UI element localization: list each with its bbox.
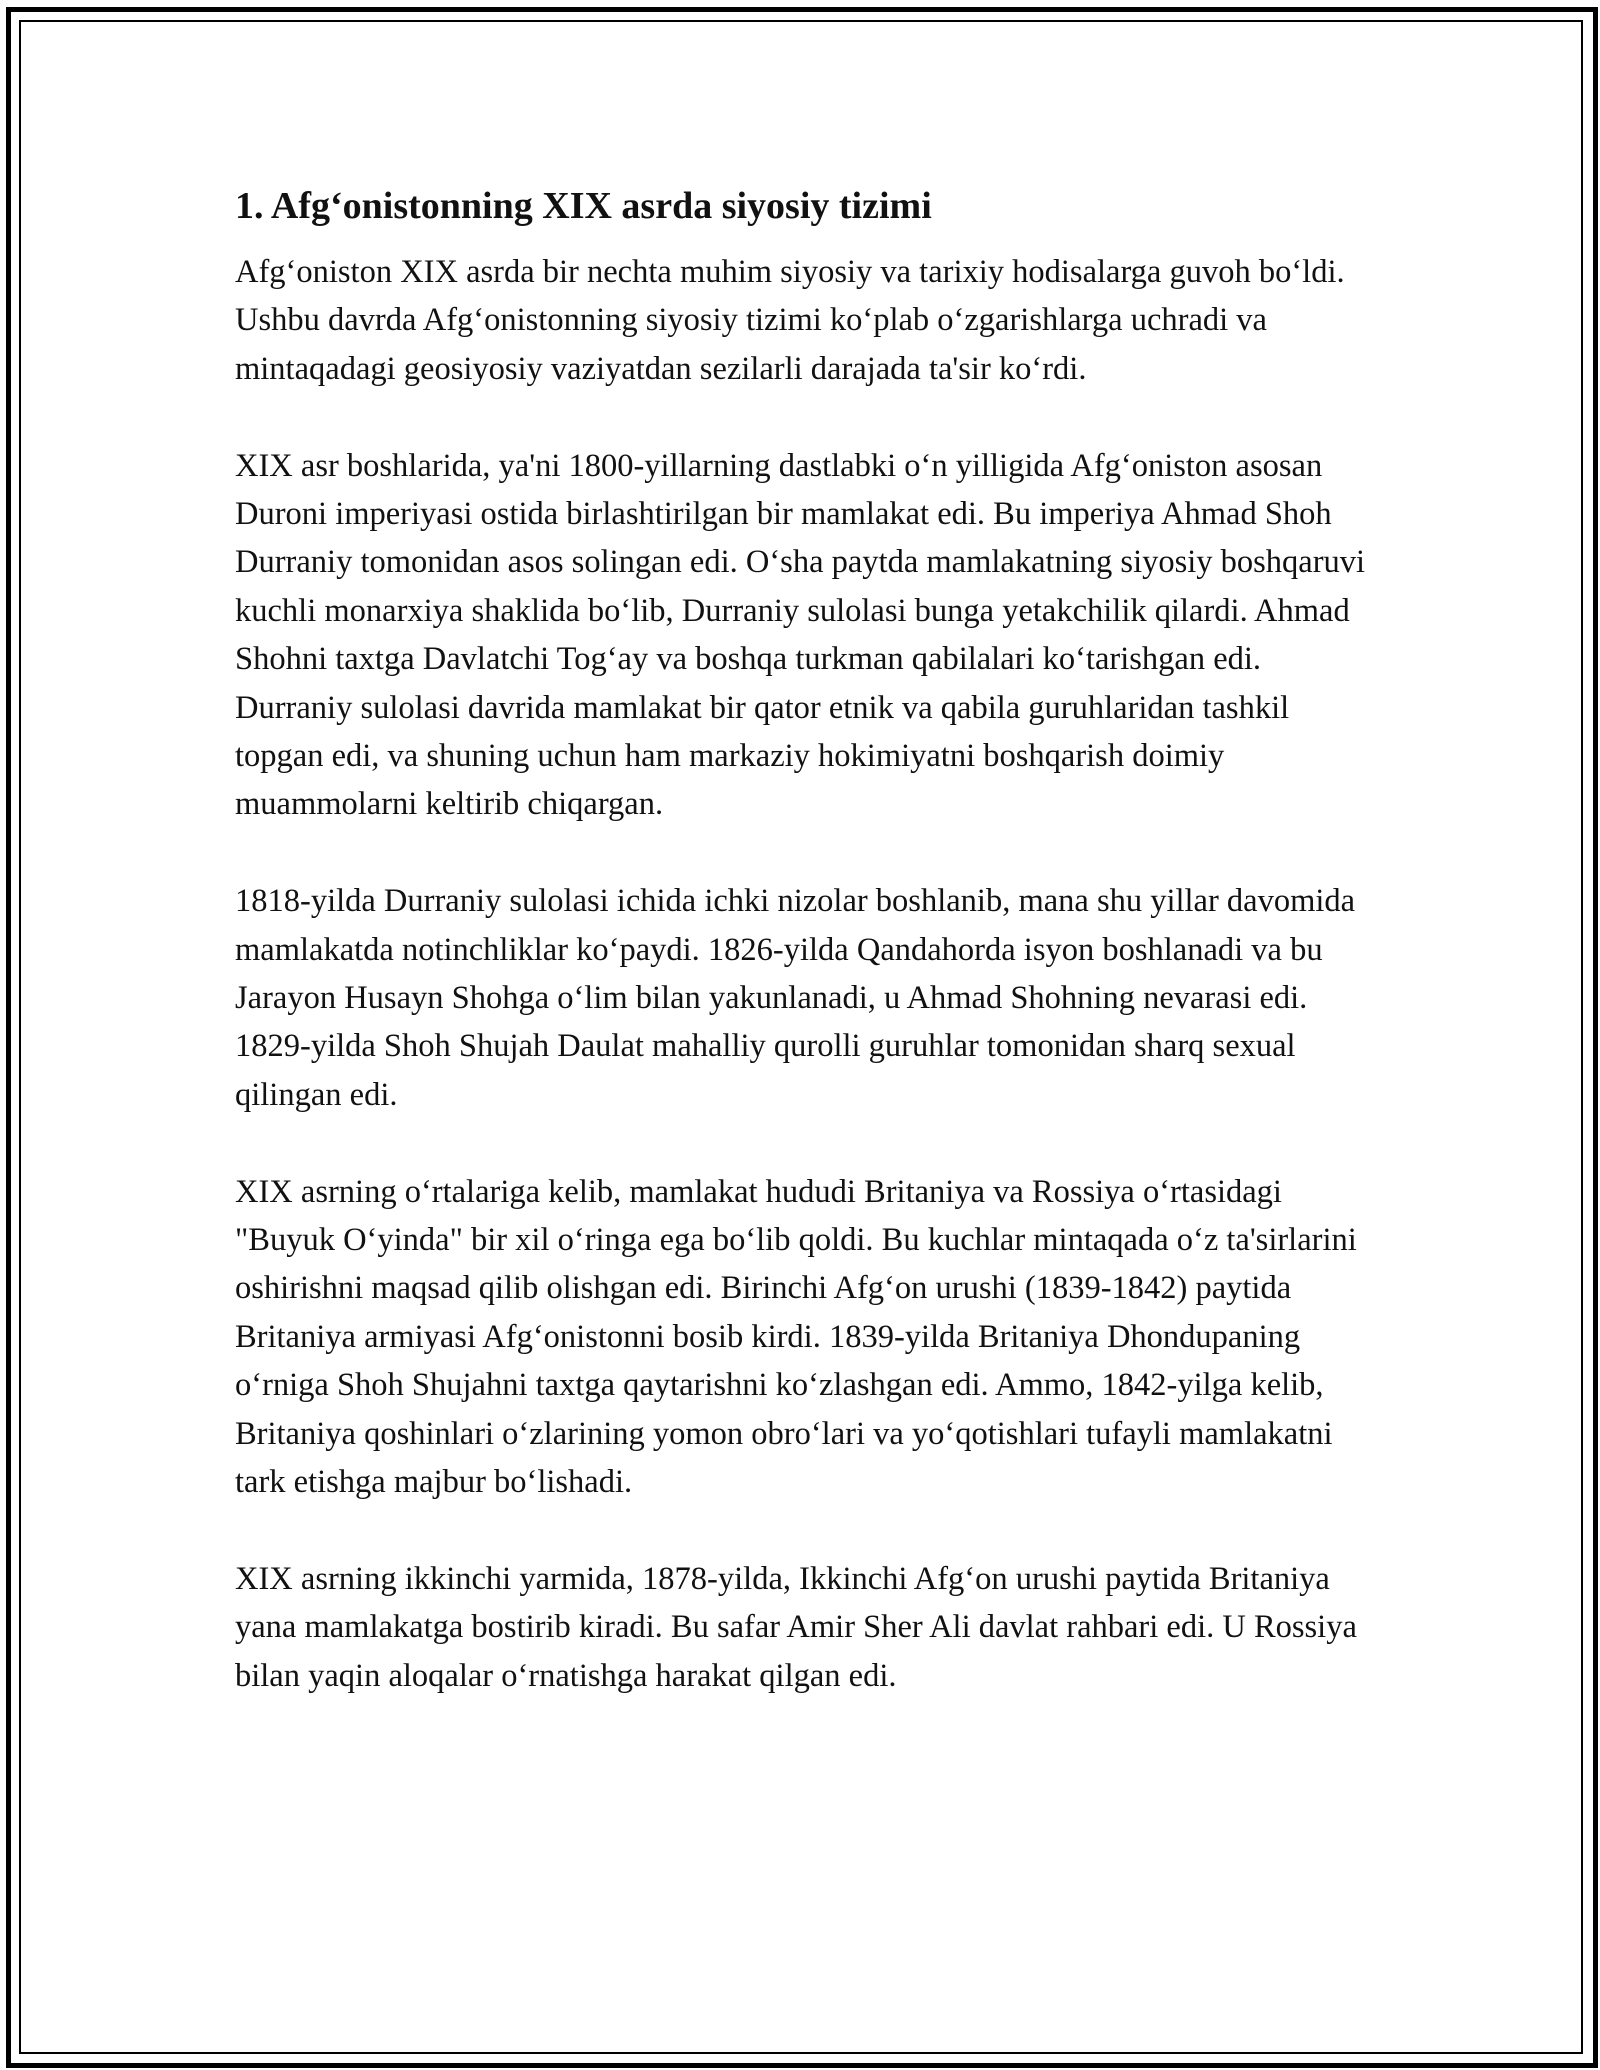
paragraph-early-century: XIX asr boshlarida, ya'ni 1800-yillarning dastlabki o‘n yilligida Afg‘oniston asosan Duroni imperiyasi ostida birlashtirilgan bir mamlakat edi. Bu imperiya Ahmad Shoh Durraniy tomonidan asos solingan edi. O‘sha paytda mamlakatning siyosiy boshqaruvi kuchli monarxiya shaklida bo‘lib, Durraniy sulolasi bunga yetakchilik qilardi. Ahmad Shohni taxtga Davlatchi Tog‘ay va boshqa turkman qabilalari ko‘tarishgan edi. Durraniy sulolasi davrida mamlakat bir qator etnik va qabila guruhlaridan tashkil topgan edi, va shuning uchun ham markaziy hokimiyatni boshqarish doimiy muammolarni keltirib chiqargan. — [235, 447, 1366, 823]
section-heading: 1. Afg‘onistonning XIX asrda siyosiy tizimi — [235, 185, 932, 227]
document-body — [235, 183, 1375, 1749]
paragraph-intro: Afg‘oniston XIX asrda bir nechta muhim siyosiy va tarixiy hodisalarga guvoh bo‘ldi. Ushbu davrda Afg‘onistonning siyosiy tizimi ko‘plab o‘zgarishlarga uchradi va mintaqadagi geosiyosiy vaziyatdan sezilarli darajada ta'sir ko‘rdi. — [235, 254, 1345, 387]
paragraph-second-war: XIX asrning ikkinchi yarmida, 1878-yilda, Ikkinchi Afg‘on urushi paytida Britaniya yana mamlakatga bostirib kiradi. Bu safar Amir Sher Ali davlat rahbari edi. U Rossiya bilan yaqin aloqalar o‘rnatishga harakat qilgan edi. — [235, 1560, 1357, 1694]
paragraph-internal-conflicts: 1818-yilda Durraniy sulolasi ichida ichki nizolar boshlanib, mana shu yillar davomida mamlakatda notinchliklar ko‘paydi. 1826-yilda Qandahorda isyon boshlanadi va bu Jarayon Husayn Shohga o‘lim bilan yakunlanadi, u Ahmad Shohning nevarasi edi. 1829-yilda Shoh Shujah Daulat mahalliy qurolli guruhlar tomonidan sharq sexual qilingan edi. — [235, 883, 1356, 1113]
paragraph-great-game: XIX asrning o‘rtalariga kelib, mamlakat hududi Britaniya va Rossiya o‘rtasidagi "Buyuk O‘yinda" bir xil o‘ringa ega bo‘lib qoldi. Bu kuchlar mintaqada o‘z ta'sirlarini oshirishni maqsad qilib olishgan edi. Birinchi Afg‘on urushi (1839-1842) paytida Britaniya armiyasi Afg‘onistonni bosib kirdi. 1839-yilda Britaniya Dhondupaning o‘rniga Shoh Shujahni taxtga qaytarishni ko‘zlashgan edi. Ammo, 1842-yilga kelib, Britaniya qoshinlari o‘zlarining yomon obro‘lari va yo‘qotishlari tufayli mamlakatni tark etishga majbur bo‘lishadi. — [235, 1173, 1357, 1501]
